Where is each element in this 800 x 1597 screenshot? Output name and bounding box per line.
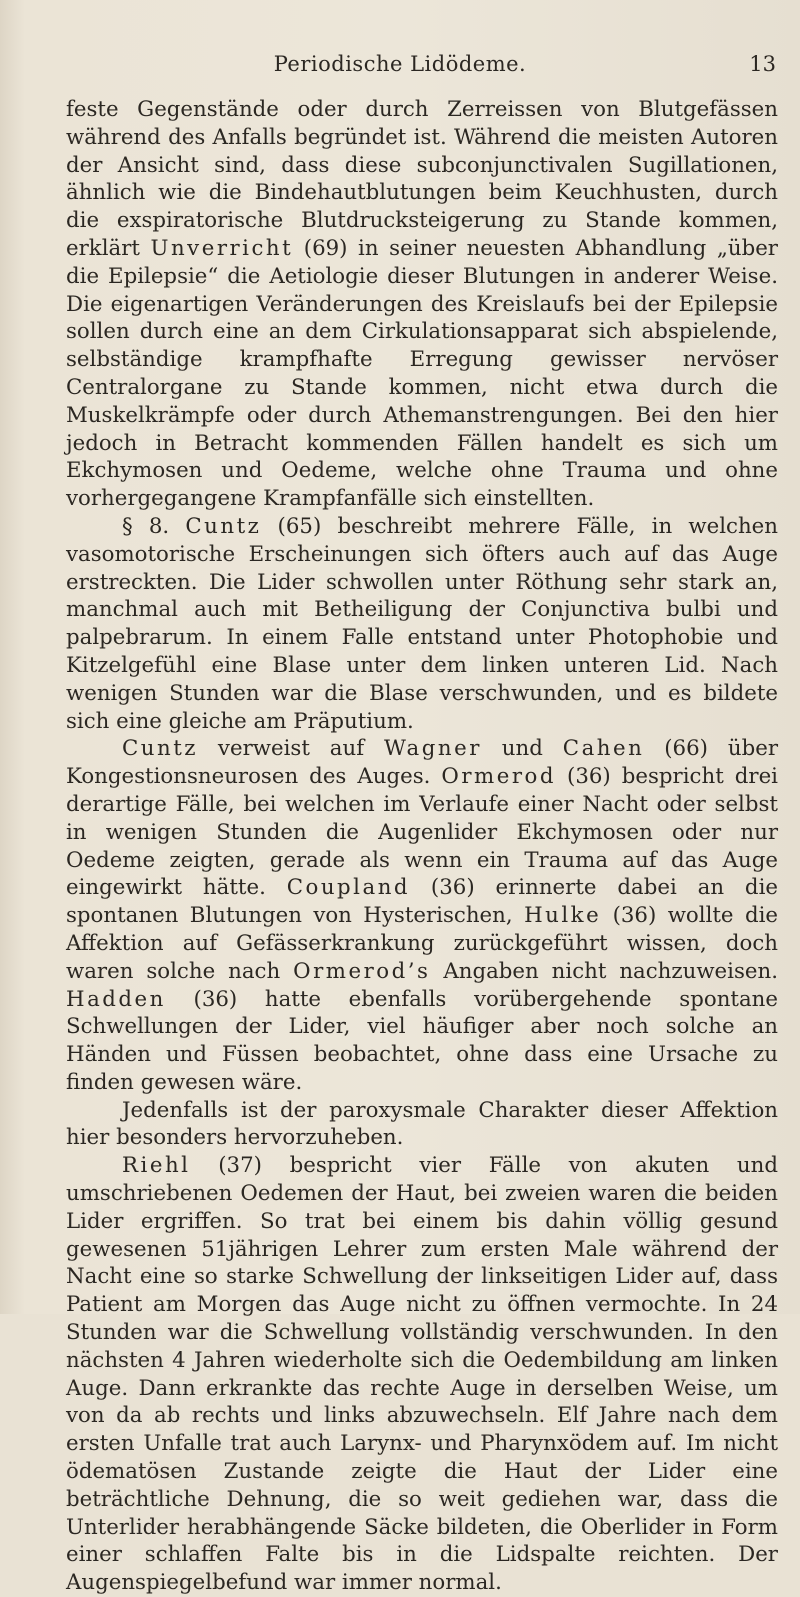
text-run: (37) bespricht vier Fälle von akuten und umschriebenen Oedemen der Haut, bei zweien waren die beiden Lider ergriffen. So trat bei einem bis dahin völlig gesund gewesenen 51jährigen Lehrer zum ersten Male während der Nacht eine so starke Schwellung der linkseitigen Lider auf, dass Patient am Morgen das Auge nicht zu öffnen vermochte. In 24 Stunden war die Schwellung vollständig verschwunden. In den nächsten 4 Jahren wiederholte sich die Oedembildung am linken Auge. Dann erkrankte das rechte Auge in derselben Weise, um von da ab rechts und links abzuwechseln. Elf Jahre nach dem ersten Unfalle trat auch Larynx- und Pharynxödem auf. Im nicht ödematösen Zustande zeigte die Haut der Lider eine beträchtliche Dehnung, die so weit gediehen war, dass die Unterlider herabhängende Säcke bildeten, die Oberlider in Form einer schlaffen Falte bis in die Lidspalte reichten. Der Augenspiegelbefund war immer normal. xyxy=(66,1153,778,1596)
author-name: Riehl xyxy=(122,1153,191,1179)
author-name: Cuntz xyxy=(185,513,262,539)
author-name: Ormerod’s xyxy=(293,958,431,984)
text-run: § 8. xyxy=(122,513,186,539)
running-title: Periodische Lidödeme. xyxy=(273,52,527,76)
text-run: (36) hatte ebenfalls vorübergehende spontane Schwellungen der Lider, viel häufiger aber noch solche an Händen und Füssen beobachtet, ohne dass eine Ursache zu finden gewesen wäre. xyxy=(66,986,778,1095)
body-text xyxy=(66,96,778,1597)
text-run: (66) über Kongestionsneurosen des Auges. xyxy=(66,736,779,790)
author-name: Hulke xyxy=(524,903,602,929)
author-name: Wagner xyxy=(384,736,482,762)
author-name: Hadden xyxy=(66,986,166,1012)
paragraph xyxy=(66,1152,778,1597)
paragraph xyxy=(66,735,778,1096)
text-run: Jedenfalls ist der paroxysmale Charakter dieser Affektion hier besonders hervorzuheben. xyxy=(66,1097,778,1151)
text-run: (36) bespricht drei derartige Fälle, bei welchen im Verlaufe einer Nacht oder selbst in wenigen Stunden die Augenlider Ekchymosen oder nur Oedeme zeigten, gerade als wenn ein Trauma auf das Auge eingewirkt hätte. xyxy=(66,764,778,901)
author-name: Cahen xyxy=(562,736,645,762)
paragraph xyxy=(66,96,778,513)
text-run: Angaben nicht nachzuweisen. xyxy=(430,958,778,984)
text-run: (69) in seiner neuesten Abhandlung „über die Epilepsie“ die Aetiologie dieser Blutungen in anderer Weise. Die eigenartigen Veränderungen des Kreislaufs bei der Epilepsie sollen durch eine an dem Cirkulationsapparat sich abspielende, selbständige krampfhafte Erregung gewisser nervöser Centralorgane zu Stande kommen, nicht etwa durch die Muskelkrämpfe oder durch Athemanstrengungen. Bei den hier jedoch in Betracht kommenden Fällen handelt es sich um Ekchymosen und Oedeme, welche ohne Trauma und ohne vorhergegangene Krampfanfälle sich einstellten. xyxy=(66,235,778,512)
text-run: feste Gegenstände oder durch Zerreissen von Blutgefässen während des Anfalls begründet ist. Während die meisten Autoren der Ansicht sind, dass diese subconjunctivalen Sugillationen, ähnlich wie die Bindehautblutungen beim Keuchhusten, durch die exspiratorische Blutdrucksteigerung zu Stande kommen, erklärt xyxy=(66,97,778,261)
text-run: verweist auf xyxy=(198,736,385,762)
paragraph xyxy=(66,513,778,735)
author-name: Ormerod xyxy=(441,764,556,790)
author-name: Coupland xyxy=(286,875,411,901)
author-name: Cuntz xyxy=(122,736,199,762)
paragraph xyxy=(66,1097,778,1153)
text-run: (65) beschreibt mehrere Fälle, in welchen vasomotorische Erscheinungen sich öfters auch auf das Auge erstreckten. Die Lider schwollen unter Röthung sehr stark an, manchmal auch mit Betheiligung der Conjunctiva bulbi und palpebrarum. In einem Falle entstand unter Photophobie und Kitzelgefühl eine Blase unter dem linken unteren Lid. Nach wenigen Stunden war die Blase verschwunden, und es bildete sich eine gleiche am Präputium. xyxy=(66,513,779,734)
page-number: 13 xyxy=(749,52,776,76)
page-header xyxy=(0,52,800,82)
text-run: und xyxy=(481,736,563,762)
text-run: (36) wollte die Affektion auf Gefässerkrankung zurückgeführt wissen, doch waren solche nach xyxy=(66,903,778,984)
text-run: (36) erinnerte dabei an die spontanen Blutungen von Hysterischen, xyxy=(66,875,778,929)
author-name: Unverricht xyxy=(150,235,294,261)
